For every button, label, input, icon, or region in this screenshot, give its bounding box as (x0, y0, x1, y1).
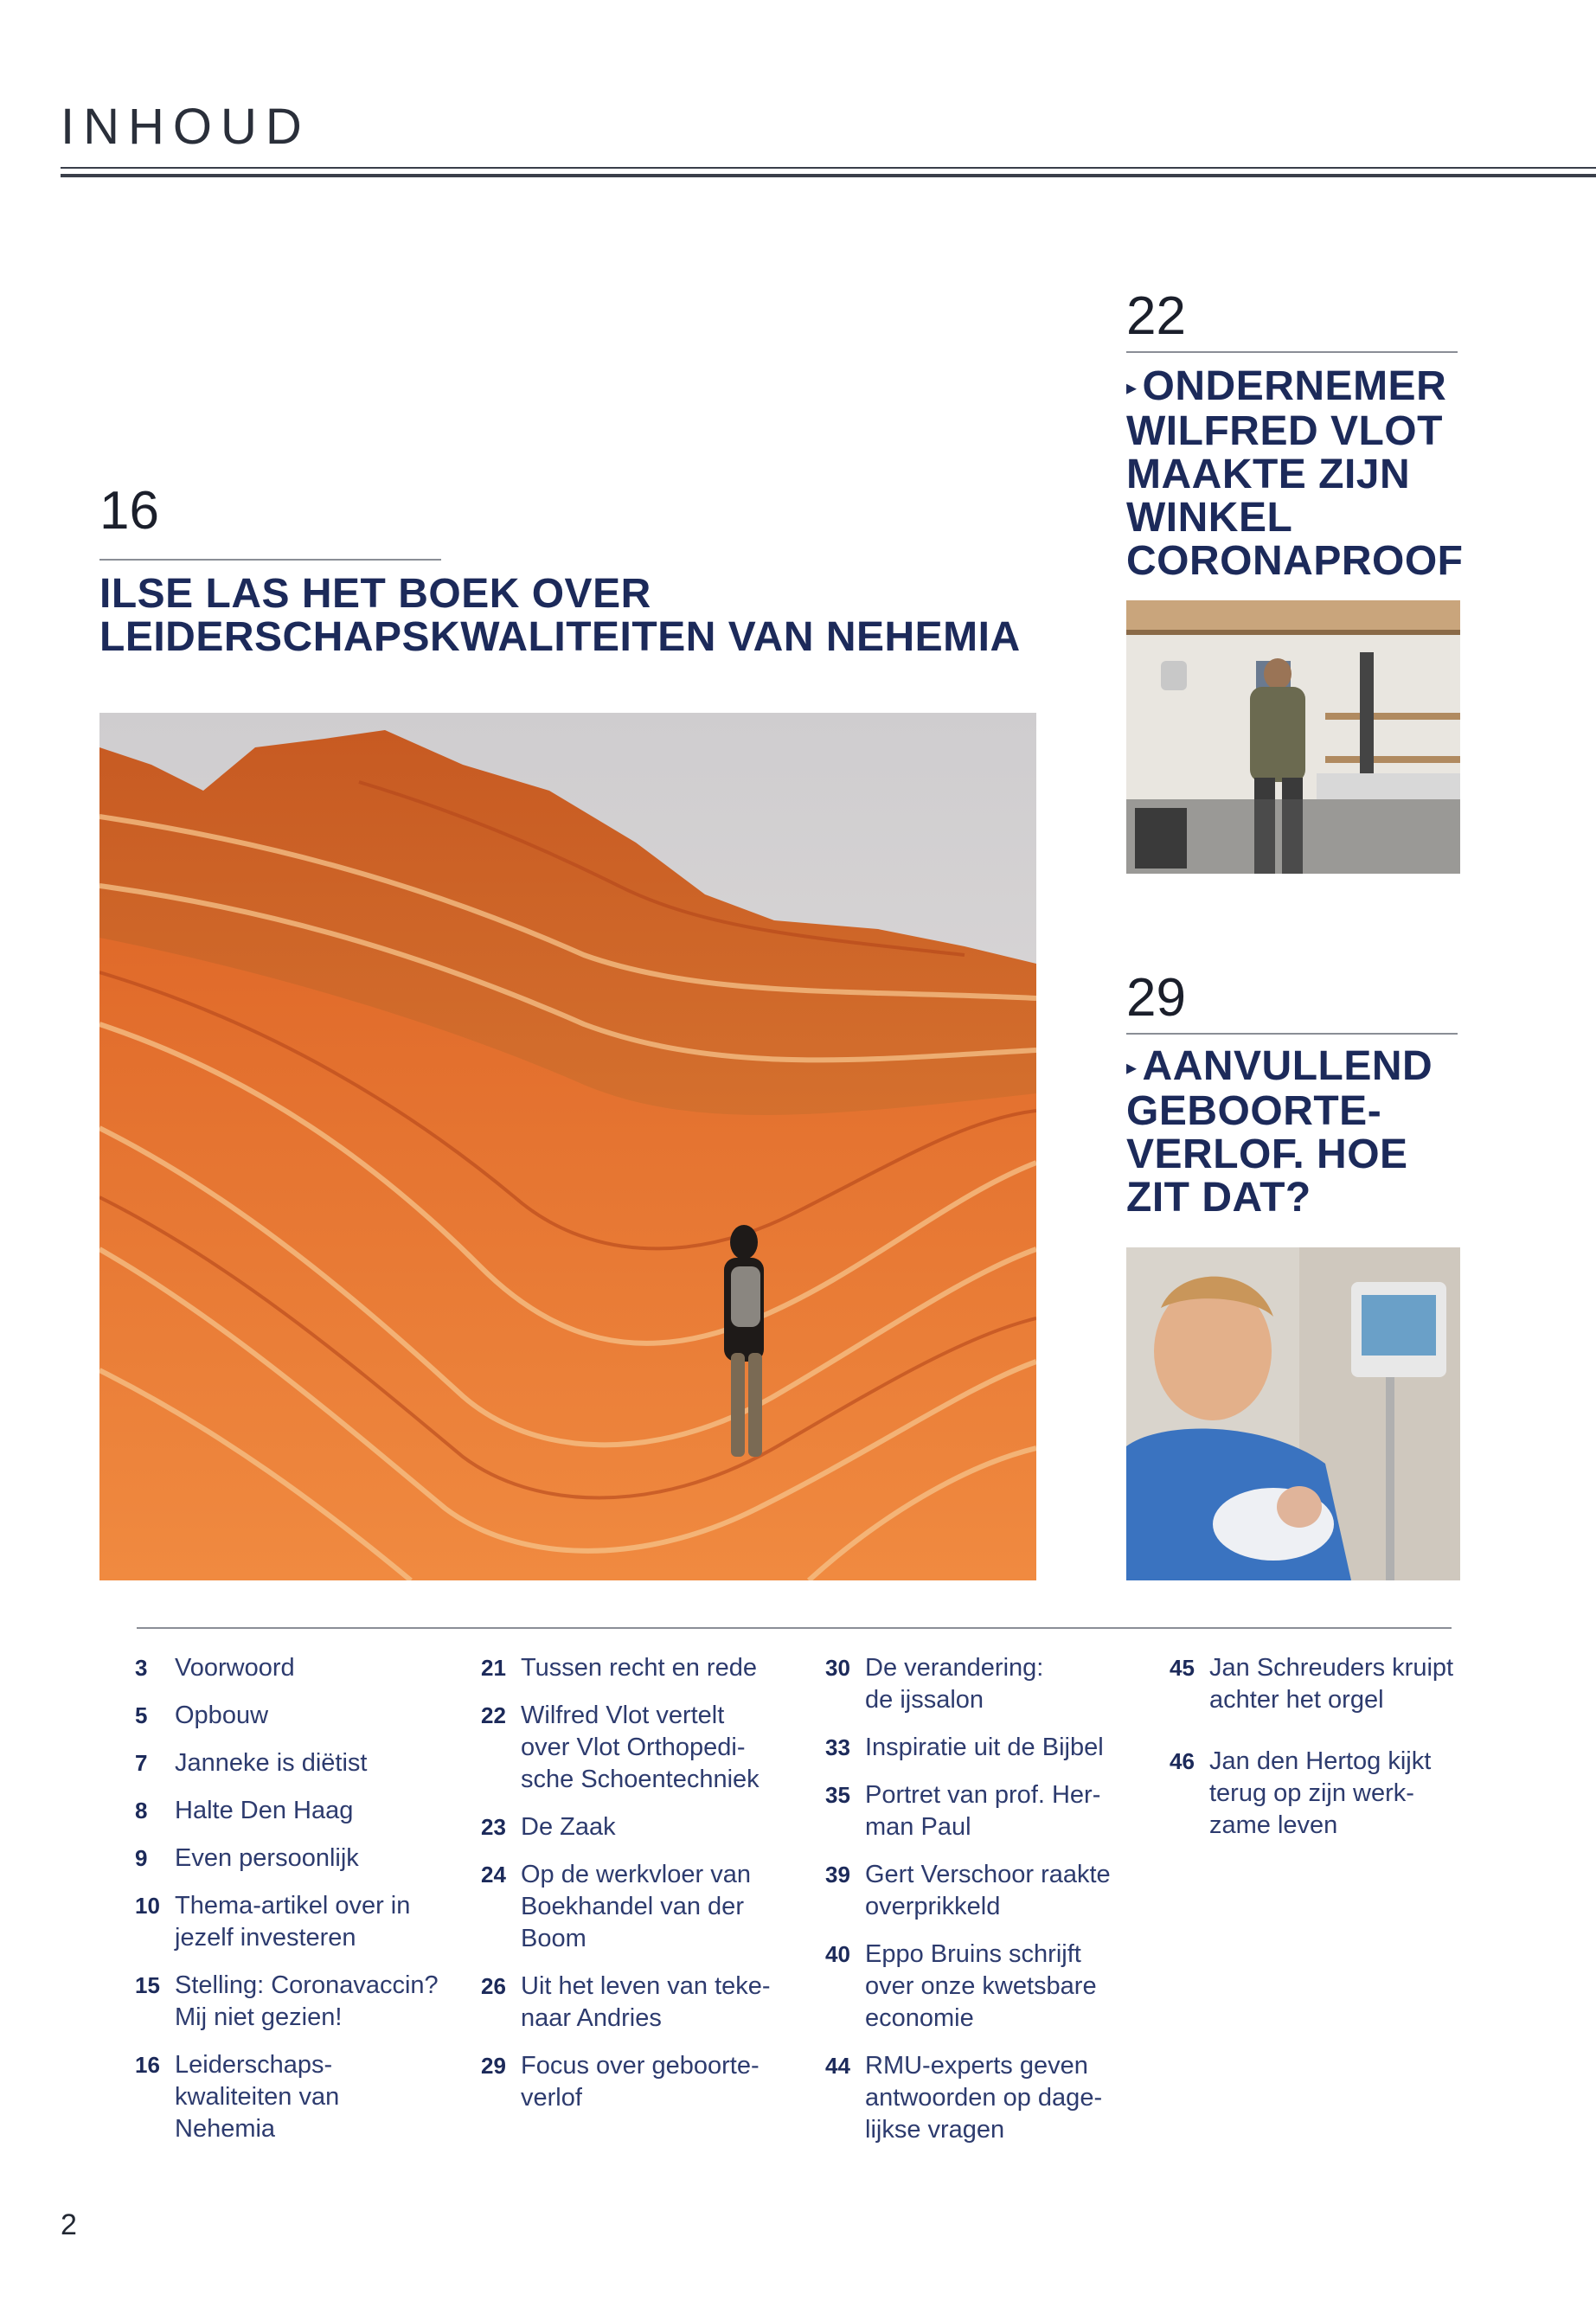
toc-entry[interactable] (135, 1843, 464, 1875)
toc-entry[interactable] (135, 1795, 464, 1827)
toc-entry-title: Stelling: Coronavaccin? Mij niet gezien! (175, 1971, 439, 2031)
workshop-photo[interactable] (1126, 600, 1460, 874)
header-rule-thin (61, 167, 1596, 169)
toc-entry-page-number: 5 (135, 1702, 148, 1728)
toc-entry-page-number: 30 (825, 1655, 850, 1681)
toc-entry-page-number: 22 (481, 1702, 506, 1728)
feature-side-top-rule (1126, 351, 1458, 353)
toc-entry[interactable] (481, 1971, 810, 2035)
feature-main-page-number: 16 (99, 481, 159, 541)
feature-main-title[interactable]: ILSE LAS HET BOEK OVER LEIDERSCHAPSKWALITEITEN VAN NEHEMIA (99, 571, 1021, 660)
feature-side-bottom-title: AANVULLEND GEBOORTE-VERLOF. HOE ZIT DAT? (1126, 1043, 1433, 1221)
toc-entry[interactable] (825, 1939, 1154, 2035)
triangle-arrow-icon: ▸ (1126, 1056, 1138, 1080)
page-title: INHOUD (61, 99, 311, 155)
toc-entry-title: Focus over geboorte- verlof (521, 2052, 760, 2112)
triangle-arrow-icon: ▸ (1126, 376, 1138, 400)
toc-entry[interactable] (135, 1652, 464, 1684)
toc-entry-title: Tussen recht en rede (521, 1654, 757, 1682)
toc-column-4 (1170, 1652, 1498, 1857)
canyon-hiker-photo[interactable] (99, 713, 1036, 1580)
toc-entry[interactable] (481, 1859, 810, 1955)
toc-entry-page-number: 26 (481, 1973, 506, 1999)
toc-entry-title: Gert Verschoor raakte overprikkeld (865, 1861, 1111, 1920)
feature-side-top-title: ONDERNEMER WILFRED VLOT MAAKTE ZIJN WINKEL CORONAPROOF (1126, 363, 1464, 584)
toc-entry-title: Inspiratie uit de Bijbel (865, 1734, 1104, 1761)
toc-entry-page-number: 46 (1170, 1748, 1195, 1774)
feature-side-top-title-block[interactable] (1126, 365, 1464, 583)
toc-entry-page-number: 45 (1170, 1655, 1195, 1681)
toc-entry-page-number: 3 (135, 1655, 148, 1681)
toc-entry-page-number: 16 (135, 2052, 160, 2078)
toc-entry-page-number: 8 (135, 1798, 148, 1823)
toc-entry-title: De verandering: de ijssalon (865, 1654, 1044, 1714)
father-newborn-photo[interactable] (1126, 1247, 1460, 1580)
header-rule-thick (61, 174, 1596, 177)
toc-entry-title: Halte Den Haag (175, 1797, 354, 1824)
toc-entry-title: Even persoonlijk (175, 1844, 359, 1872)
toc-entry[interactable] (135, 1890, 464, 1954)
toc-entry-page-number: 21 (481, 1655, 506, 1681)
toc-entry[interactable] (135, 1970, 464, 2034)
feature-side-bottom-page-number: 29 (1126, 968, 1186, 1028)
toc-entry[interactable] (481, 1811, 810, 1843)
toc-entry[interactable] (481, 2050, 810, 2114)
toc-entry-title: Leiderschaps- kwaliteiten van Nehemia (175, 2051, 340, 2143)
toc-entry[interactable] (825, 1779, 1154, 1843)
toc-entry-page-number: 35 (825, 1782, 850, 1808)
toc-entry-page-number: 29 (481, 2053, 506, 2079)
toc-entry-page-number: 7 (135, 1750, 148, 1776)
toc-entry-title: Jan Schreuders kruipt achter het orgel (1209, 1654, 1454, 1714)
toc-entry-title: Op de werkvloer van Boekhandel van der Boom (521, 1861, 751, 1952)
toc-entry-page-number: 10 (135, 1893, 160, 1919)
toc-entry[interactable] (135, 2049, 464, 2145)
toc-entry[interactable] (825, 2050, 1154, 2146)
toc-entry-title: RMU-experts geven antwoorden op dage- lijkse vragen (865, 2052, 1103, 2144)
feature-side-bottom-rule (1126, 1033, 1458, 1035)
feature-side-bottom-title-block[interactable] (1126, 1045, 1464, 1220)
toc-entry[interactable] (825, 1732, 1154, 1764)
page-number: 2 (61, 2208, 77, 2241)
toc-entry[interactable] (1170, 1652, 1498, 1716)
toc-rule (137, 1627, 1452, 1629)
toc-entry-title: Wilfred Vlot vertelt over Vlot Orthopedi- sche Schoentechniek (521, 1702, 760, 1793)
toc-entry[interactable] (135, 1747, 464, 1779)
toc-entry[interactable] (825, 1652, 1154, 1716)
toc-entry-title: Janneke is diëtist (175, 1749, 368, 1777)
toc-entry-page-number: 33 (825, 1734, 850, 1760)
toc-entry-page-number: 40 (825, 1941, 850, 1967)
toc-entry-page-number: 9 (135, 1845, 148, 1871)
toc-entry[interactable] (825, 1859, 1154, 1923)
toc-entry-page-number: 44 (825, 2053, 850, 2079)
toc-entry-title: Portret van prof. Her- man Paul (865, 1781, 1101, 1841)
feature-main-rule (99, 559, 441, 561)
toc-column-1 (135, 1652, 464, 2161)
toc-column-2 (481, 1652, 810, 2130)
toc-entry-title: Voorwoord (175, 1654, 295, 1682)
toc-entry-title: Opbouw (175, 1702, 269, 1729)
toc-entry-page-number: 24 (481, 1862, 506, 1888)
toc-entry-title: Eppo Bruins schrijft over onze kwetsbare economie (865, 1940, 1097, 2032)
toc-entry[interactable] (1170, 1746, 1498, 1842)
toc-entry-page-number: 23 (481, 1814, 506, 1840)
toc-entry[interactable] (135, 1700, 464, 1732)
toc-entry-title: De Zaak (521, 1813, 616, 1841)
feature-side-top-page-number: 22 (1126, 286, 1186, 346)
toc-entry-title: Thema-artikel over in jezelf investeren (175, 1892, 411, 1952)
toc-entry-title: Uit het leven van teke- naar Andries (521, 1972, 771, 2032)
toc-entry[interactable] (481, 1700, 810, 1796)
toc-column-3 (825, 1652, 1154, 2162)
toc-entry-page-number: 15 (135, 1972, 160, 1998)
toc-entry-page-number: 39 (825, 1862, 850, 1888)
toc-entry-title: Jan den Hertog kijkt terug op zijn werk- zame leven (1209, 1747, 1432, 1839)
toc-entry[interactable] (481, 1652, 810, 1684)
